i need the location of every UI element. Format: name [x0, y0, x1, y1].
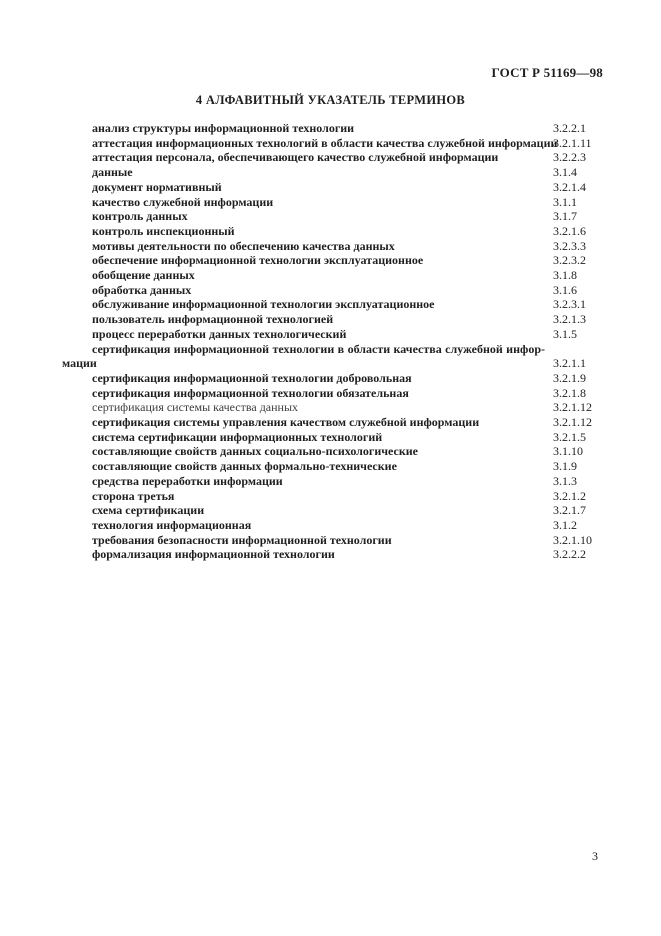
index-entry	[62, 386, 603, 401]
term-text: мотивы деятельности по обеспечению качества данных	[92, 238, 395, 253]
term-ref: 3.1.7	[553, 209, 577, 224]
term-text: требования безопасности информационной технологии	[92, 532, 392, 547]
index-entry	[62, 430, 603, 445]
index-entry	[62, 444, 603, 459]
term-text-line1: сертификация информационной технологии в области качества служебной инфор-	[92, 341, 545, 356]
document-code: ГОСТ Р 51169—98	[491, 65, 603, 80]
index-entry	[62, 518, 603, 533]
index-entry	[62, 533, 603, 548]
term-ref: 3.2.2.1	[553, 121, 586, 135]
term-text: составляющие свойств данных социально-психологические	[92, 444, 418, 459]
term-ref: 3.2.1.1	[553, 356, 586, 371]
index-entry	[62, 136, 603, 151]
term-ref: 3.1.2	[553, 517, 577, 532]
term-text: процесс переработки данных технологический	[92, 326, 347, 341]
term-text: схема сертификации	[92, 503, 205, 518]
term-ref: 3.1.6	[553, 282, 577, 297]
term-text: сертификация системы качества данных	[92, 400, 299, 415]
term-ref: 3.2.1.12	[553, 400, 592, 415]
term-ref: 3.1.5	[553, 326, 577, 341]
term-ref: 3.2.2.3	[553, 150, 586, 165]
term-ref: 3.2.3.3	[553, 238, 586, 253]
term-text: сторона третья	[92, 488, 175, 503]
index-entry	[62, 327, 603, 342]
term-text: качество служебной информации	[92, 194, 274, 209]
term-text: сертификация информационной технологии добровольная	[92, 370, 412, 385]
index-entry	[62, 283, 603, 298]
term-ref: 3.1.4	[553, 165, 577, 180]
term-text: аттестация персонала, обеспечивающего качество служебной информации	[92, 150, 499, 165]
term-ref: 3.1.8	[553, 268, 577, 283]
index-entry	[62, 224, 603, 239]
term-ref: 3.2.1.11	[553, 135, 592, 150]
index-entry	[62, 150, 603, 165]
index-entry	[62, 297, 603, 312]
index-entry	[62, 239, 603, 254]
term-ref: 3.2.1.7	[553, 503, 586, 518]
term-ref: 3.2.1.4	[553, 179, 586, 194]
index-entry	[62, 547, 603, 562]
term-text: пользователь информационной технологией	[92, 312, 334, 327]
term-ref: 3.2.2.2	[553, 547, 586, 562]
index-entry	[62, 415, 603, 430]
term-ref: 3.2.1.2	[553, 488, 586, 503]
terms-index	[62, 121, 603, 562]
term-ref: 3.2.3.1	[553, 297, 586, 312]
index-entry	[62, 195, 603, 210]
term-ref: 3.1.10	[553, 444, 583, 459]
section-title: 4 АЛФАВИТНЫЙ УКАЗАТЕЛЬ ТЕРМИНОВ	[195, 93, 466, 107]
index-entry-continuation	[62, 356, 603, 371]
term-text: система сертификации информационных технологий	[92, 429, 383, 444]
term-ref: 3.1.3	[553, 473, 577, 488]
term-text: обработка данных	[92, 282, 192, 297]
term-ref: 3.2.1.5	[553, 429, 586, 444]
index-entry	[62, 459, 603, 474]
index-entry	[62, 165, 603, 180]
term-text: составляющие свойств данных формально-технические	[92, 459, 397, 474]
index-entry	[62, 253, 603, 268]
term-text: обслуживание информационной технологии эксплуатационное	[92, 297, 435, 312]
index-entry	[62, 180, 603, 195]
term-ref: 3.2.1.12	[553, 415, 592, 430]
term-text: формализация информационной технологии	[92, 547, 335, 562]
term-text: технология информационная	[92, 517, 252, 532]
index-entry	[62, 474, 603, 489]
term-text: средства переработки информации	[92, 473, 283, 488]
index-entry	[62, 489, 603, 504]
index-entry	[62, 121, 603, 136]
term-ref: 3.1.9	[553, 459, 577, 474]
term-ref: 3.2.3.2	[553, 253, 586, 268]
term-text: документ нормативный	[92, 179, 222, 194]
index-entry	[62, 371, 603, 386]
term-ref: 3.2.1.9	[553, 370, 586, 385]
term-text-line2: мации	[62, 356, 97, 371]
term-text: обобщение данных	[92, 268, 195, 283]
term-text: анализ структуры информационной технологии	[92, 121, 355, 135]
index-entry	[62, 342, 603, 371]
term-text: данные	[92, 165, 133, 180]
term-ref: 3.2.1.8	[553, 385, 586, 400]
term-text: контроль данных	[92, 209, 188, 224]
index-entry	[62, 268, 603, 283]
term-text: контроль инспекционный	[92, 223, 235, 238]
term-text: сертификация системы управления качеством служебной информации	[92, 415, 480, 430]
page-number: 3	[592, 849, 598, 863]
term-text: сертификация информационной технологии обязательная	[92, 385, 409, 400]
term-text: обеспечение информационной технологии эксплуатационное	[92, 253, 424, 268]
index-entry	[62, 312, 603, 327]
term-text: аттестация информационных технологий в области качества служебной информации	[92, 135, 558, 150]
term-ref: 3.2.1.3	[553, 312, 586, 327]
index-entry	[62, 503, 603, 518]
term-ref: 3.2.1.10	[553, 532, 592, 547]
term-ref: 3.2.1.6	[553, 223, 586, 238]
index-entry	[62, 400, 603, 415]
index-entry	[62, 209, 603, 224]
term-ref: 3.1.1	[553, 194, 577, 209]
